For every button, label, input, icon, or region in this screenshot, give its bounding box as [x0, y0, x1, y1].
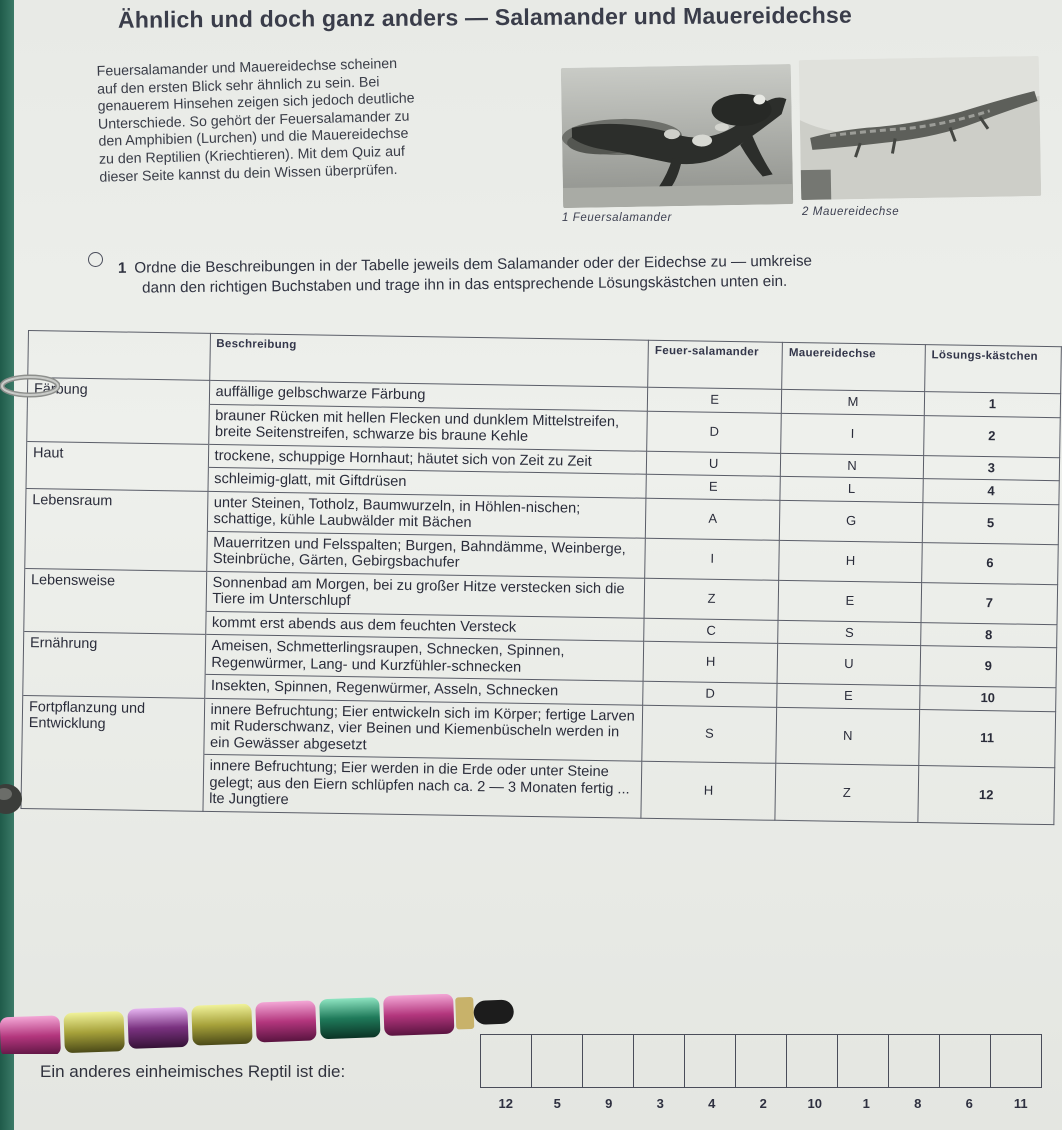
lizard-letter[interactable]: E [778, 580, 921, 622]
lizard-letter[interactable]: E [777, 683, 920, 709]
lizard-letter[interactable]: S [778, 620, 921, 646]
solution-number: 7 [921, 582, 1058, 624]
category-lebensraum: Lebensraum [25, 488, 207, 531]
salamander-letter[interactable]: I [645, 538, 780, 580]
answer-box[interactable] [939, 1034, 990, 1088]
row-description: unter Steinen, Totholz, Baumwurzeln, in Höhlen-nischen; schattige, kühle Laubwälder mit Bächen [207, 491, 646, 538]
binder-ring [0, 372, 60, 400]
row-description: kommt erst abends aus dem feuchten Versteck [205, 611, 644, 641]
row-description: schleimig-glatt, mit Giftdrüsen [208, 467, 647, 497]
solution-number: 3 [923, 455, 1060, 481]
row-description: trockene, schuppige Hornhaut; häutet sich von Zeit zu Zeit [208, 444, 647, 474]
row-description: Insekten, Spinnen, Regenwürmer, Asseln, Schnecken [204, 674, 643, 704]
salamander-letter[interactable]: E [646, 474, 780, 500]
answer-box-number: 3 [656, 1096, 664, 1111]
header-lizard: Mauereidechse [782, 342, 925, 391]
answer-box[interactable] [531, 1034, 582, 1088]
lizard-photo [799, 56, 1041, 200]
answer-box-number: 8 [914, 1096, 922, 1111]
intro-line: Feuersalamander und Mauereidechse scheinen [96, 55, 398, 80]
header-solution: Lösungs-kästchen [924, 345, 1061, 394]
solution-number: 5 [922, 502, 1059, 544]
lizard-letter[interactable]: H [779, 540, 922, 582]
category-lebensweise: Lebensweise [24, 568, 206, 611]
salamander-letter[interactable]: Z [644, 578, 779, 620]
solution-number: 8 [920, 622, 1057, 648]
answer-box[interactable] [480, 1034, 531, 1088]
answer-box-number: 10 [807, 1096, 822, 1111]
answer-box[interactable] [837, 1034, 888, 1088]
quiz-table [20, 330, 1061, 825]
category-ernaehrung: Ernährung [23, 631, 205, 674]
solution-number: 9 [920, 646, 1057, 688]
category-fortpflanzung: Fortpflanzung und Entwicklung [22, 695, 204, 754]
caption-salamander: 1 Feuersalamander [562, 212, 672, 224]
intro-line: dieser Seite kannst du dein Wissen überprüfen. [99, 161, 398, 186]
salamander-letter[interactable]: C [644, 618, 778, 644]
lizard-letter[interactable]: I [781, 413, 924, 455]
answer-box[interactable] [582, 1034, 633, 1088]
quiz-table-wrap [20, 330, 1062, 825]
lizard-letter[interactable]: G [780, 500, 923, 542]
salamander-letter[interactable]: U [647, 451, 781, 477]
solution-number: 10 [919, 686, 1056, 712]
answer-box-number: 12 [498, 1096, 513, 1111]
row-description: innere Befruchtung; Eier werden in die Erde oder unter Steine gelegt; aus den Eiern schlüpfen nach ca. 2 — 3 Monaten fertig ... lte Jungtiere [203, 754, 643, 817]
category-cell [26, 464, 208, 490]
salamander-letter[interactable]: D [643, 681, 777, 707]
answer-box-number: 6 [965, 1096, 973, 1111]
salamander-photo [561, 64, 793, 208]
row-description: brauner Rücken mit hellen Flecken und dunklem Mittelstreifen, breite Seitenstreifen, schwarze bis braune Kehle [208, 404, 647, 451]
row-description: Ameisen, Schmetterlingsraupen, Schnecken, Spinnen, Regenwürmer, Lang- und Kurzfühler-schnecken [205, 634, 644, 681]
row-description: auffällige gelbschwarze Färbung [209, 380, 648, 410]
intro-text [96, 52, 537, 187]
salamander-letter[interactable]: A [646, 498, 781, 540]
salamander-letter[interactable]: H [643, 641, 778, 683]
answer-box-number: 11 [1013, 1096, 1028, 1111]
solution-number: 1 [924, 392, 1061, 418]
category-cell [27, 401, 209, 444]
solution-number: 2 [923, 415, 1060, 457]
row-description: Mauerritzen und Felsspalten; Burgen, Bahndämme, Weinberge, Steinbrüche, Gärten, Gebirgsbachufer [206, 531, 645, 578]
binder-ring [0, 782, 26, 816]
salamander-letter[interactable]: H [641, 761, 776, 820]
lizard-letter[interactable]: Z [775, 763, 918, 822]
caption-lizard: 2 Mauereidechse [802, 206, 900, 218]
row-description: Sonnenbad am Morgen, bei zu großer Hitze verstecken sich die Tiere im Unterschlupf [206, 571, 645, 618]
task-checkbox[interactable] [88, 252, 103, 267]
header-salamander: Feuer-salamander [648, 340, 783, 389]
task-number: 1 [117, 259, 127, 277]
category-cell [23, 671, 205, 697]
lizard-letter[interactable]: L [780, 476, 923, 502]
answer-box[interactable] [684, 1034, 735, 1088]
intro-line: Unterschiede. So gehört der Feuersalamander zu [97, 108, 410, 133]
answer-box-number: 2 [759, 1096, 767, 1111]
binder-edge [0, 0, 14, 1130]
category-cell [25, 528, 207, 571]
solution-number: 4 [923, 479, 1060, 505]
answer-box[interactable] [633, 1034, 684, 1088]
category-cell [24, 608, 206, 634]
solution-number: 6 [921, 542, 1058, 584]
category-faerbung: Färbung [27, 378, 209, 404]
lizard-letter[interactable]: N [780, 453, 923, 479]
intro-line: den Amphibien (Lurchen) und die Mauereidechse [98, 125, 409, 151]
answer-box-numbers [480, 1096, 1047, 1111]
category-haut: Haut [26, 441, 208, 467]
intro-line: genauerem Hinsehen zeigen sich jedoch deutliche [97, 90, 415, 115]
category-cell [21, 751, 203, 810]
solution-number: 11 [919, 709, 1056, 768]
row-description: innere Befruchtung; Eier entwickeln sich im Körper; fertige Larven mit Ruderschwanz, vier Beinen und Kiemenbüscheln werden in ein Gewässer abgesetzt [203, 698, 643, 761]
answer-box-number: 9 [605, 1096, 613, 1111]
intro-line: zu den Reptilien (Kriechtieren). Mit dem Quiz auf [98, 143, 406, 168]
intro-line: auf den ersten Blick sehr ähnlich zu sein. Bei [96, 73, 380, 98]
answer-box[interactable] [990, 1034, 1042, 1088]
answer-boxes [480, 1034, 1042, 1088]
worksheet-title: Ähnlich und doch ganz anders — Salamander und Mauereidechse [117, 1, 852, 33]
answer-box[interactable] [735, 1034, 786, 1088]
salamander-letter[interactable]: E [648, 387, 782, 413]
lizard-letter[interactable]: U [777, 643, 920, 685]
answer-box[interactable] [888, 1034, 939, 1088]
lizard-letter[interactable]: N [776, 707, 919, 766]
answer-box-number: 5 [553, 1096, 561, 1111]
task-line-1: Ordne die Beschreibungen in der Tabelle jeweils dem Salamander oder der Eidechse zu — umkreise [134, 252, 813, 277]
answer-prompt: Ein anderes einheimisches Reptil ist die: [40, 1062, 346, 1081]
solution-number: 12 [918, 766, 1055, 825]
pen-object [0, 994, 550, 1054]
task-line-2: dann den richtigen Buchstaben und trage ihn in das entsprechende Lösungskästchen unten ein. [142, 272, 788, 297]
answer-box[interactable] [786, 1034, 837, 1088]
answer-box-number: 4 [708, 1096, 716, 1111]
salamander-letter[interactable]: D [647, 411, 782, 453]
lizard-letter[interactable]: M [781, 389, 924, 415]
header-description: Beschreibung [209, 333, 648, 387]
salamander-letter[interactable]: S [642, 705, 777, 764]
answer-box-number: 1 [862, 1096, 870, 1111]
